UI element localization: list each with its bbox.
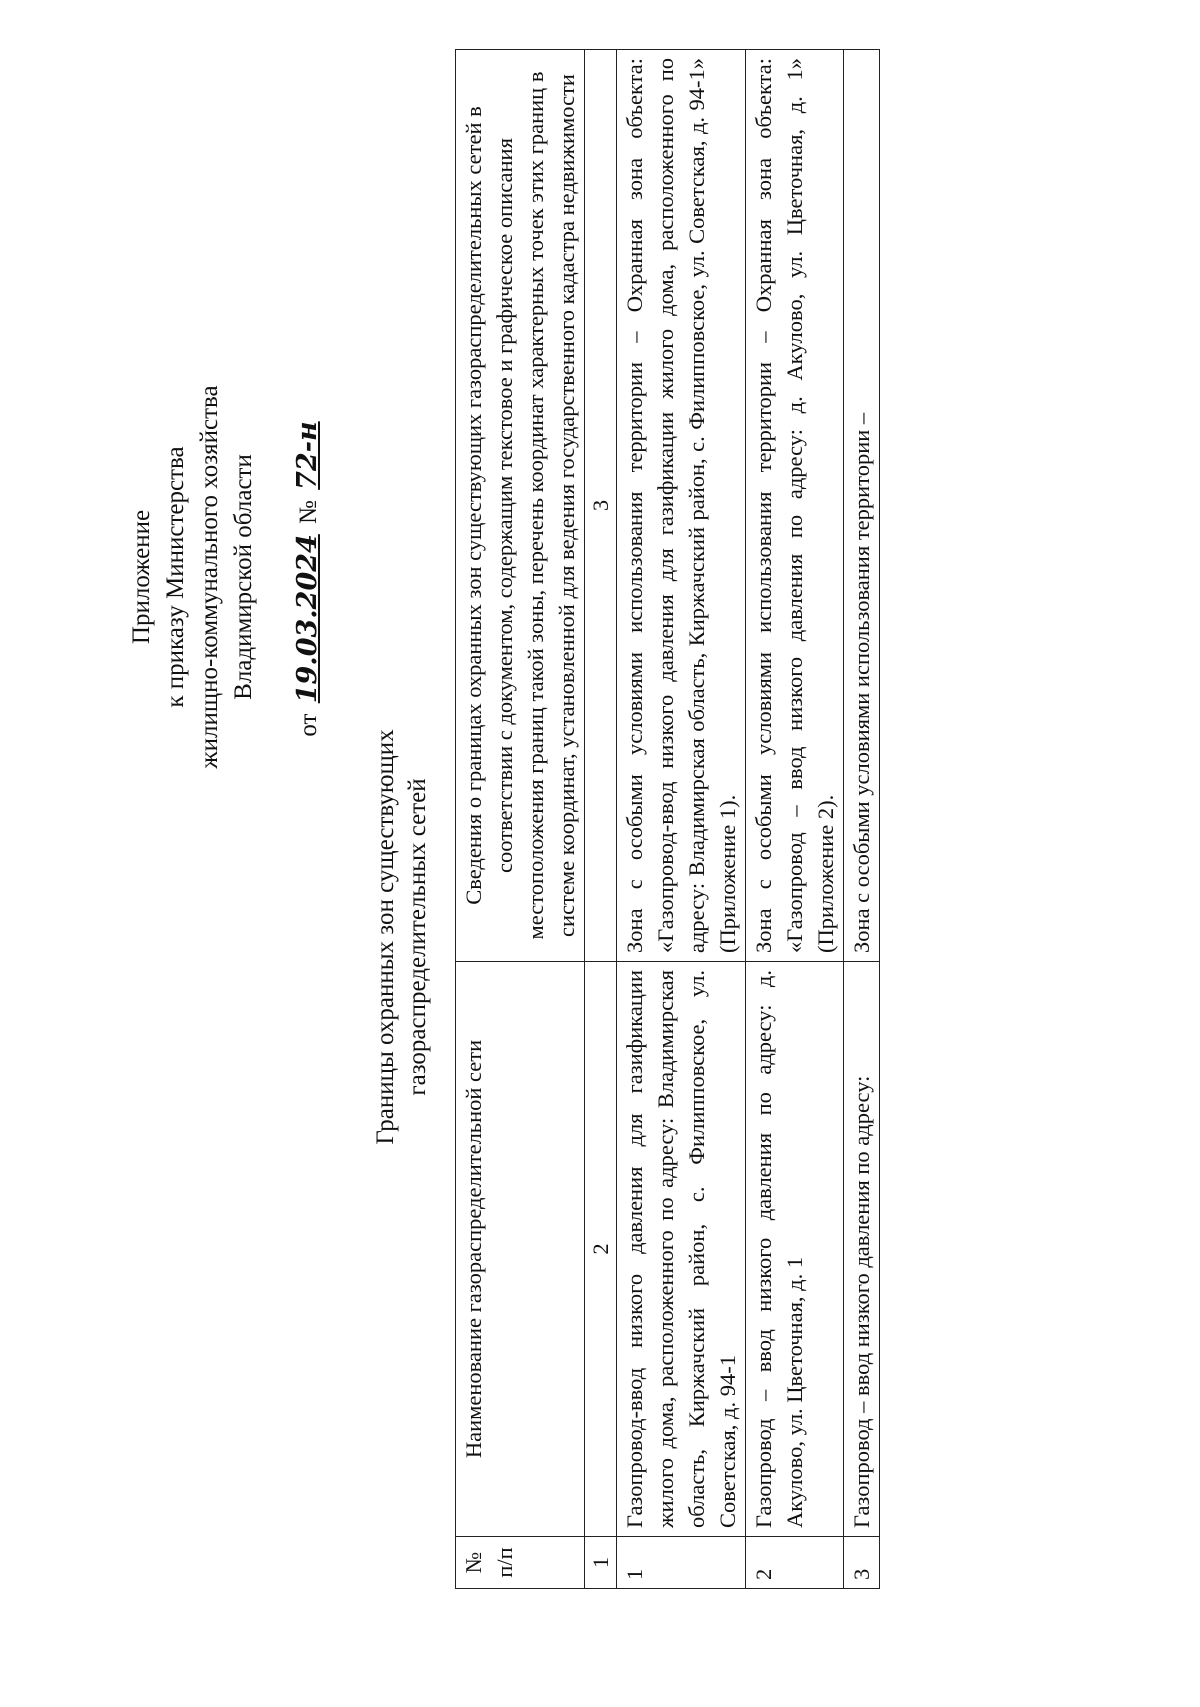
network-name-cell: Газопровод – ввод низкого давления по адресу: xyxy=(844,962,880,1537)
header-number: № п/п xyxy=(456,1537,585,1589)
order-number-label: № xyxy=(295,500,322,524)
appendix-line: Владимирской области xyxy=(230,454,257,700)
order-reference xyxy=(291,347,326,807)
column-number: 1 xyxy=(585,1537,617,1589)
order-date: 19.03.2024 xyxy=(292,534,323,704)
network-name-cell: Газопровод – ввод низкого давления по адресу: д. Акулово, ул. Цветочная, д. 1 xyxy=(746,962,844,1537)
appendix-header xyxy=(125,347,326,807)
table-row xyxy=(617,50,746,1589)
header-network-name: Наименование газораспределительной сети xyxy=(456,962,585,1537)
appendix-line: Приложение xyxy=(128,509,155,645)
column-number: 3 xyxy=(585,50,617,962)
table-row xyxy=(844,50,880,1589)
zone-info-cell: Зона с особыми условиями использования территории – Охранная зона объекта: «Газопровод – ввод низкого давления по адресу: д. Акулово, ул. Цветочная, д. 1» (Приложение 2). xyxy=(746,50,844,962)
zone-info-cell: Зона с особыми условиями использования территории – xyxy=(844,50,880,962)
row-number: 2 xyxy=(746,1537,844,1589)
zones-table xyxy=(455,49,880,1589)
row-number: 1 xyxy=(617,1537,746,1589)
title-line: газораспределительных сетей xyxy=(404,778,431,1096)
order-prefix: от xyxy=(295,713,322,737)
row-number: 3 xyxy=(844,1537,880,1589)
zone-info-cell: Зона с особыми условиями использования территории – Охранная зона объекта: «Газопровод-ввод низкого давления для газификации жилого дома, расположенного по адресу: Владимирская область, Киржачский район, с. Филипповское, ул. Советская, д. 94-1» (Приложение 1). xyxy=(617,50,746,962)
appendix-line: к приказу Министерства xyxy=(162,446,189,708)
network-name-cell: Газопровод-ввод низкого давления для газификации жилого дома, расположенного по адресу: Владимирская область, Киржачский район, с. Филипповское, ул. Советская, д. 94-1 xyxy=(617,962,746,1537)
order-number: 72-н xyxy=(292,421,323,490)
column-number: 2 xyxy=(585,962,617,1537)
header-zone-info: Сведения о границах охранных зон существующих газораспределительных сетей в соответствии с документом, содержащим текстовое и графическое описания местоположения границ такой зоны, перечень координат характерных точек этих границ в системе координат, установленной для ведения государственного кадастра недвижимости xyxy=(456,50,585,962)
column-numbering-row xyxy=(585,50,617,1589)
table-header-row xyxy=(456,50,585,1589)
title-line: Границы охранных зон существующих xyxy=(372,729,399,1145)
appendix-line: жилищно-коммунального хозяйства xyxy=(196,385,223,769)
table-row xyxy=(746,50,844,1589)
document-title xyxy=(370,707,434,1167)
